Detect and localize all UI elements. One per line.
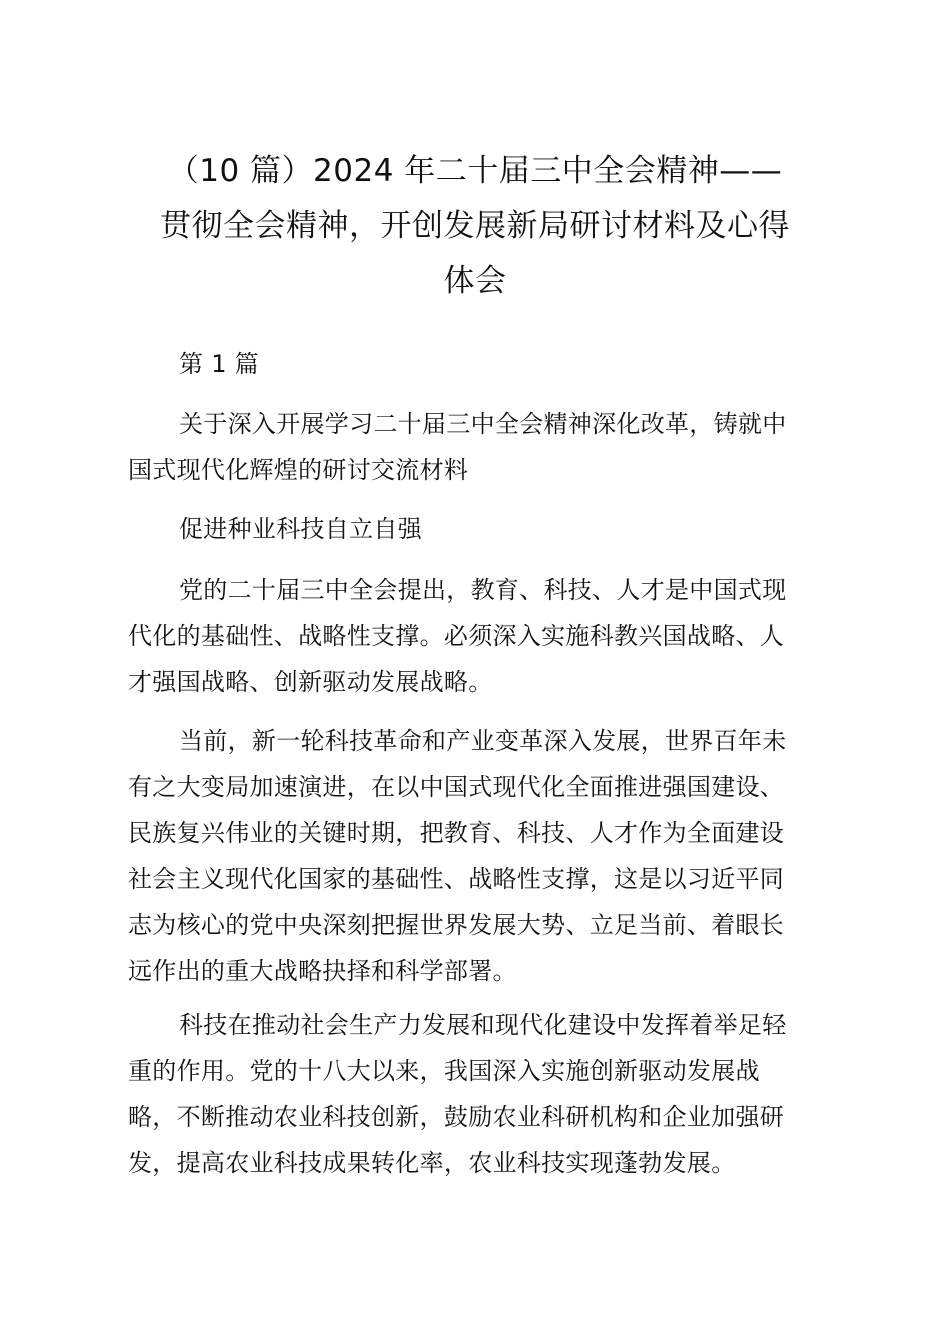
paragraph-line: 社会主义现代化国家的基础性、战略性支撑，这是以习近平同	[128, 865, 785, 893]
document-title	[110, 144, 840, 309]
paragraph-line: 略，不断推动农业科技创新，鼓励农业科研机构和企业加强研	[128, 1103, 785, 1131]
paragraph-line: 志为核心的党中央深刻把握世界发展大势、立足当前、着眼长	[128, 911, 785, 939]
paragraph-line: 发，提高农业科技成果转化率，农业科技实现蓬勃发展。	[128, 1149, 736, 1177]
paragraph	[128, 718, 832, 994]
paragraph-line: 远作出的重大战略抉择和科学部署。	[128, 957, 517, 985]
title-line: 体会	[443, 263, 507, 299]
title-line: 贯彻全会精神，开创发展新局研讨材料及心得	[160, 208, 790, 244]
paragraph	[128, 1002, 832, 1186]
paragraph-subject	[128, 401, 832, 493]
paragraph-line: 重的作用。党的十八大以来，我国深入实施创新驱动发展战	[128, 1057, 760, 1085]
paragraph-line: 才强国战略、创新驱动发展战略。	[128, 668, 493, 696]
paragraph-line: 有之大变局加速演进，在以中国式现代化全面推进强国建设、	[128, 773, 785, 801]
section-heading	[128, 341, 832, 387]
paragraph-line: 当前，新一轮科技革命和产业变革深入发展，世界百年未	[179, 727, 787, 755]
paragraph-line: 代化的基础性、战略性支撑。必须深入实施科教兴国战略、人	[128, 622, 785, 650]
paragraph-line: 民族复兴伟业的关键时期，把教育、科技、人才作为全面建设	[128, 819, 785, 847]
paragraph-line: 促进种业科技自立自强	[179, 515, 422, 543]
paragraph-heading	[128, 506, 832, 552]
paragraph-line: 国式现代化辉煌的研讨交流材料	[128, 456, 469, 484]
paragraph	[128, 567, 832, 705]
paragraph-line: 关于深入开展学习二十届三中全会精神深化改革，铸就中	[179, 410, 787, 438]
paragraph-line: 科技在推动社会生产力发展和现代化建设中发挥着举足轻	[179, 1011, 787, 1039]
title-line: （10 篇）2024 年二十届三中全会精神——	[167, 153, 783, 189]
paragraph-line: 第 1 篇	[179, 350, 260, 378]
paragraph-line: 党的二十届三中全会提出，教育、科技、人才是中国式现	[179, 576, 787, 604]
